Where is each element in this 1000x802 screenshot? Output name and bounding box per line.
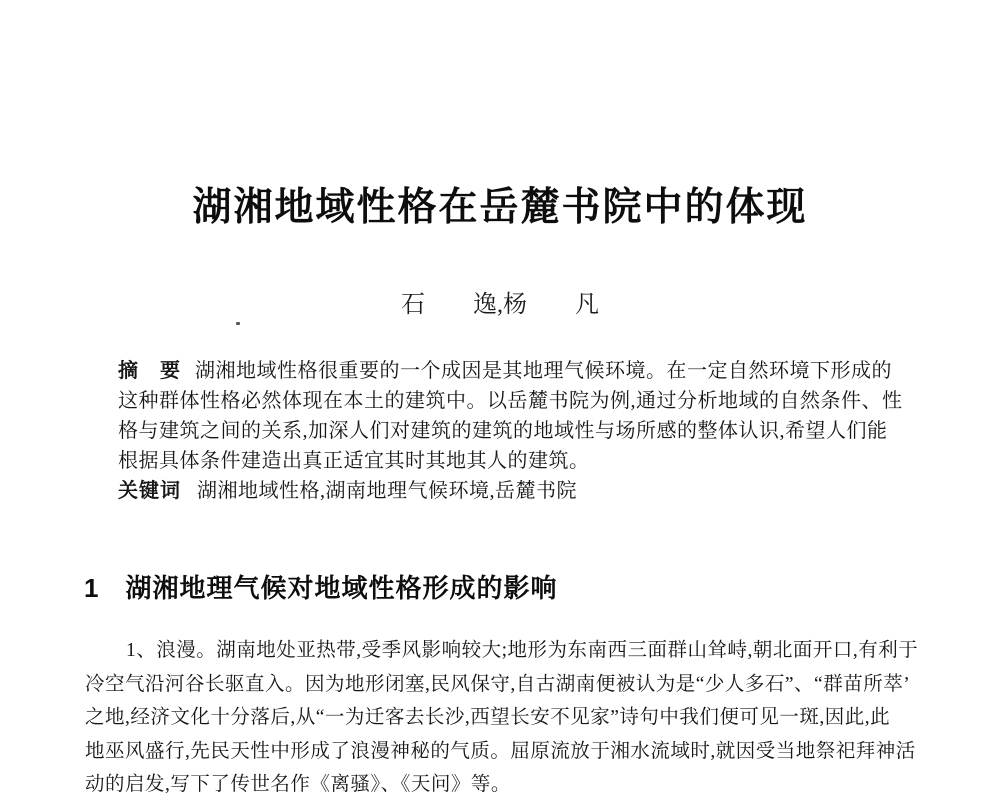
scan-dot-artifact: [236, 322, 240, 325]
paper-title: 湖湘地域性格在岳麓书院中的体现: [192, 186, 808, 230]
paragraph-line: 动的启发,写下了传世名作《离骚》、《天问》等。: [85, 774, 511, 796]
scanned-paper-page: [0, 26, 1000, 796]
paragraph-line: 之地,经济文化十分落后,从“一为迁客去长沙,西望长安不见家”诗句中我们便可见一斑,因此,此: [85, 707, 891, 729]
keywords-line: [118, 476, 903, 506]
paragraph-line: 地巫风盛行,先民天性中形成了浪漫神秘的气质。屈原流放于湘水流域时,就因受当地祭祀拜神活: [85, 740, 916, 762]
abstract-line: 格与建筑之间的关系,加深人们对建筑的建筑的地域性与场所感的整体认识,希望人们能: [118, 420, 888, 443]
paragraph-line: 1、浪漫。湖南地处亚热带,受季风影响较大;地形为东南西三面群山耸峙,朝北面开口,有利于: [126, 640, 919, 662]
section-number: 1: [84, 573, 100, 604]
abstract-line: 这种群体性格必然体现在本土的建筑中。以岳麓书院为例,通过分析地域的自然条件、性: [118, 390, 903, 413]
abstract-label: 摘 要: [118, 360, 181, 383]
abstract-block: [118, 356, 903, 506]
keywords-text: 湖湘地域性格,湖南地理气候环境,岳麓书院: [197, 480, 577, 503]
abstract-line: [118, 356, 903, 386]
paragraph-line: 冷空气沿河谷长驱直入。因为地形闭塞,民风保守,自古湖南便被认为是“少人多石”、“群苗所萃’: [85, 673, 911, 695]
authors-line: 石 逸,杨 凡: [401, 292, 599, 319]
section-title: 湖湘地理气候对地域性格形成的影响: [125, 573, 558, 604]
abstract-line: 根据具体条件建造出真正适宜其时其地其人的建筑。: [118, 450, 590, 473]
section-1-heading: [84, 570, 1000, 606]
body-paragraph: [85, 634, 919, 802]
keywords-label: 关键词: [118, 480, 181, 503]
abstract-text: 湖湘地域性格很重要的一个成因是其地理气候环境。在一定自然环境下形成的: [195, 360, 892, 383]
